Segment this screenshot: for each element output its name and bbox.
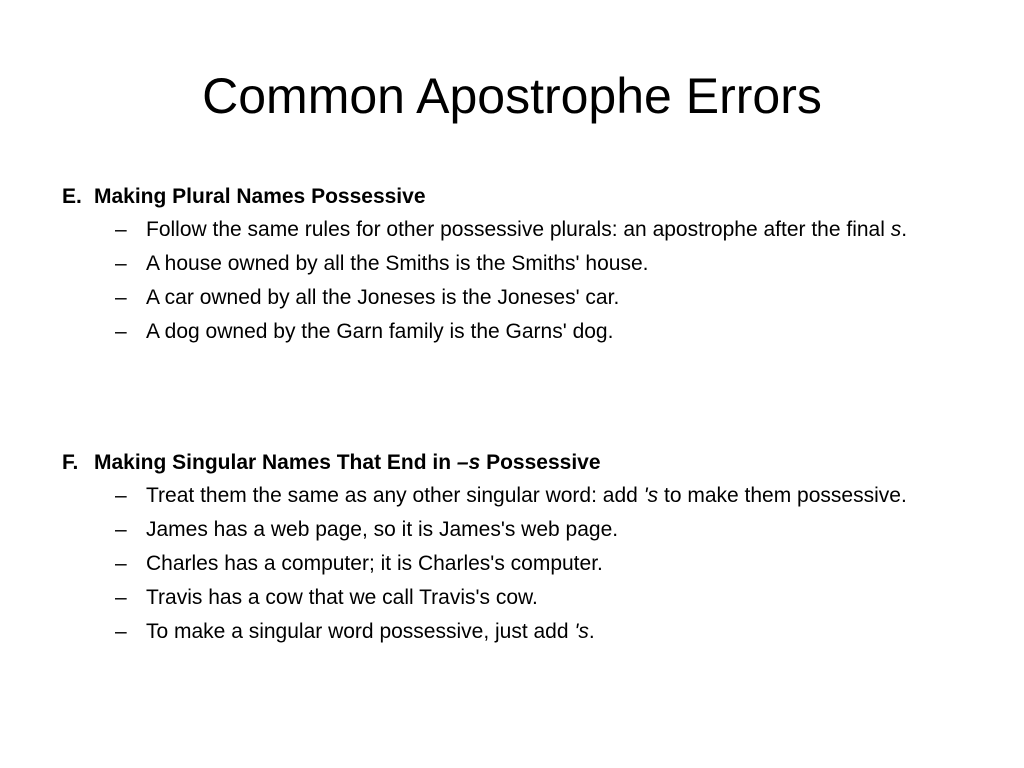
list-item bbox=[62, 550, 946, 578]
item-emphasis: 's bbox=[643, 484, 659, 507]
item-text-after: to make them possessive. bbox=[658, 484, 907, 507]
section-heading-after: Possessive bbox=[480, 451, 601, 474]
dash-bullet: – bbox=[115, 620, 127, 643]
dash-bullet: – bbox=[115, 286, 127, 309]
item-text-after: . bbox=[588, 620, 595, 643]
item-suffix: . bbox=[901, 218, 908, 241]
section-heading bbox=[62, 182, 962, 212]
bullet-list bbox=[62, 216, 962, 346]
item-text: Follow the same rules for other possessive plurals: an apostrophe after the final bbox=[146, 218, 891, 241]
item-text: To make a singular word possessive, just add bbox=[146, 620, 575, 643]
item-emphasis: s bbox=[890, 218, 902, 241]
dash-bullet: – bbox=[115, 218, 127, 241]
list-item bbox=[62, 284, 946, 312]
list-item bbox=[62, 250, 946, 278]
dash-bullet: – bbox=[115, 484, 127, 507]
section-heading-emphasis: –s bbox=[456, 451, 481, 474]
item-text: Travis has a cow that we call Travis's cow. bbox=[146, 586, 538, 609]
section-heading bbox=[62, 448, 962, 478]
item-text: Charles has a computer; it is Charles's computer. bbox=[146, 552, 603, 575]
item-text: A car owned by all the Joneses is the Joneses' car. bbox=[146, 286, 620, 309]
bullet-list bbox=[62, 482, 962, 646]
item-text: James has a web page, so it is James's web page. bbox=[146, 518, 619, 541]
section-plural-names bbox=[62, 182, 962, 352]
dash-bullet: – bbox=[115, 586, 127, 609]
list-item bbox=[62, 584, 946, 612]
dash-bullet: – bbox=[115, 552, 127, 575]
section-letter: F. bbox=[62, 451, 79, 474]
section-heading-text: Making Plural Names Possessive bbox=[94, 185, 426, 208]
list-item bbox=[62, 618, 946, 646]
dash-bullet: – bbox=[115, 320, 127, 343]
item-text: A dog owned by the Garn family is the Garns' dog. bbox=[146, 320, 614, 343]
dash-bullet: – bbox=[115, 252, 127, 275]
item-text: A house owned by all the Smiths is the Smiths' house. bbox=[146, 252, 649, 275]
section-heading-text: Making Singular Names That End in bbox=[94, 451, 457, 474]
item-emphasis: 's bbox=[574, 620, 589, 643]
list-item bbox=[62, 482, 946, 510]
list-item bbox=[62, 318, 946, 346]
item-text: Treat them the same as any other singular word: add bbox=[146, 484, 644, 507]
list-item bbox=[62, 216, 946, 244]
list-item bbox=[62, 516, 946, 544]
section-singular-names bbox=[62, 448, 962, 652]
slide-title: Common Apostrophe Errors bbox=[202, 68, 822, 124]
dash-bullet: – bbox=[115, 518, 127, 541]
section-letter: E. bbox=[62, 185, 82, 208]
